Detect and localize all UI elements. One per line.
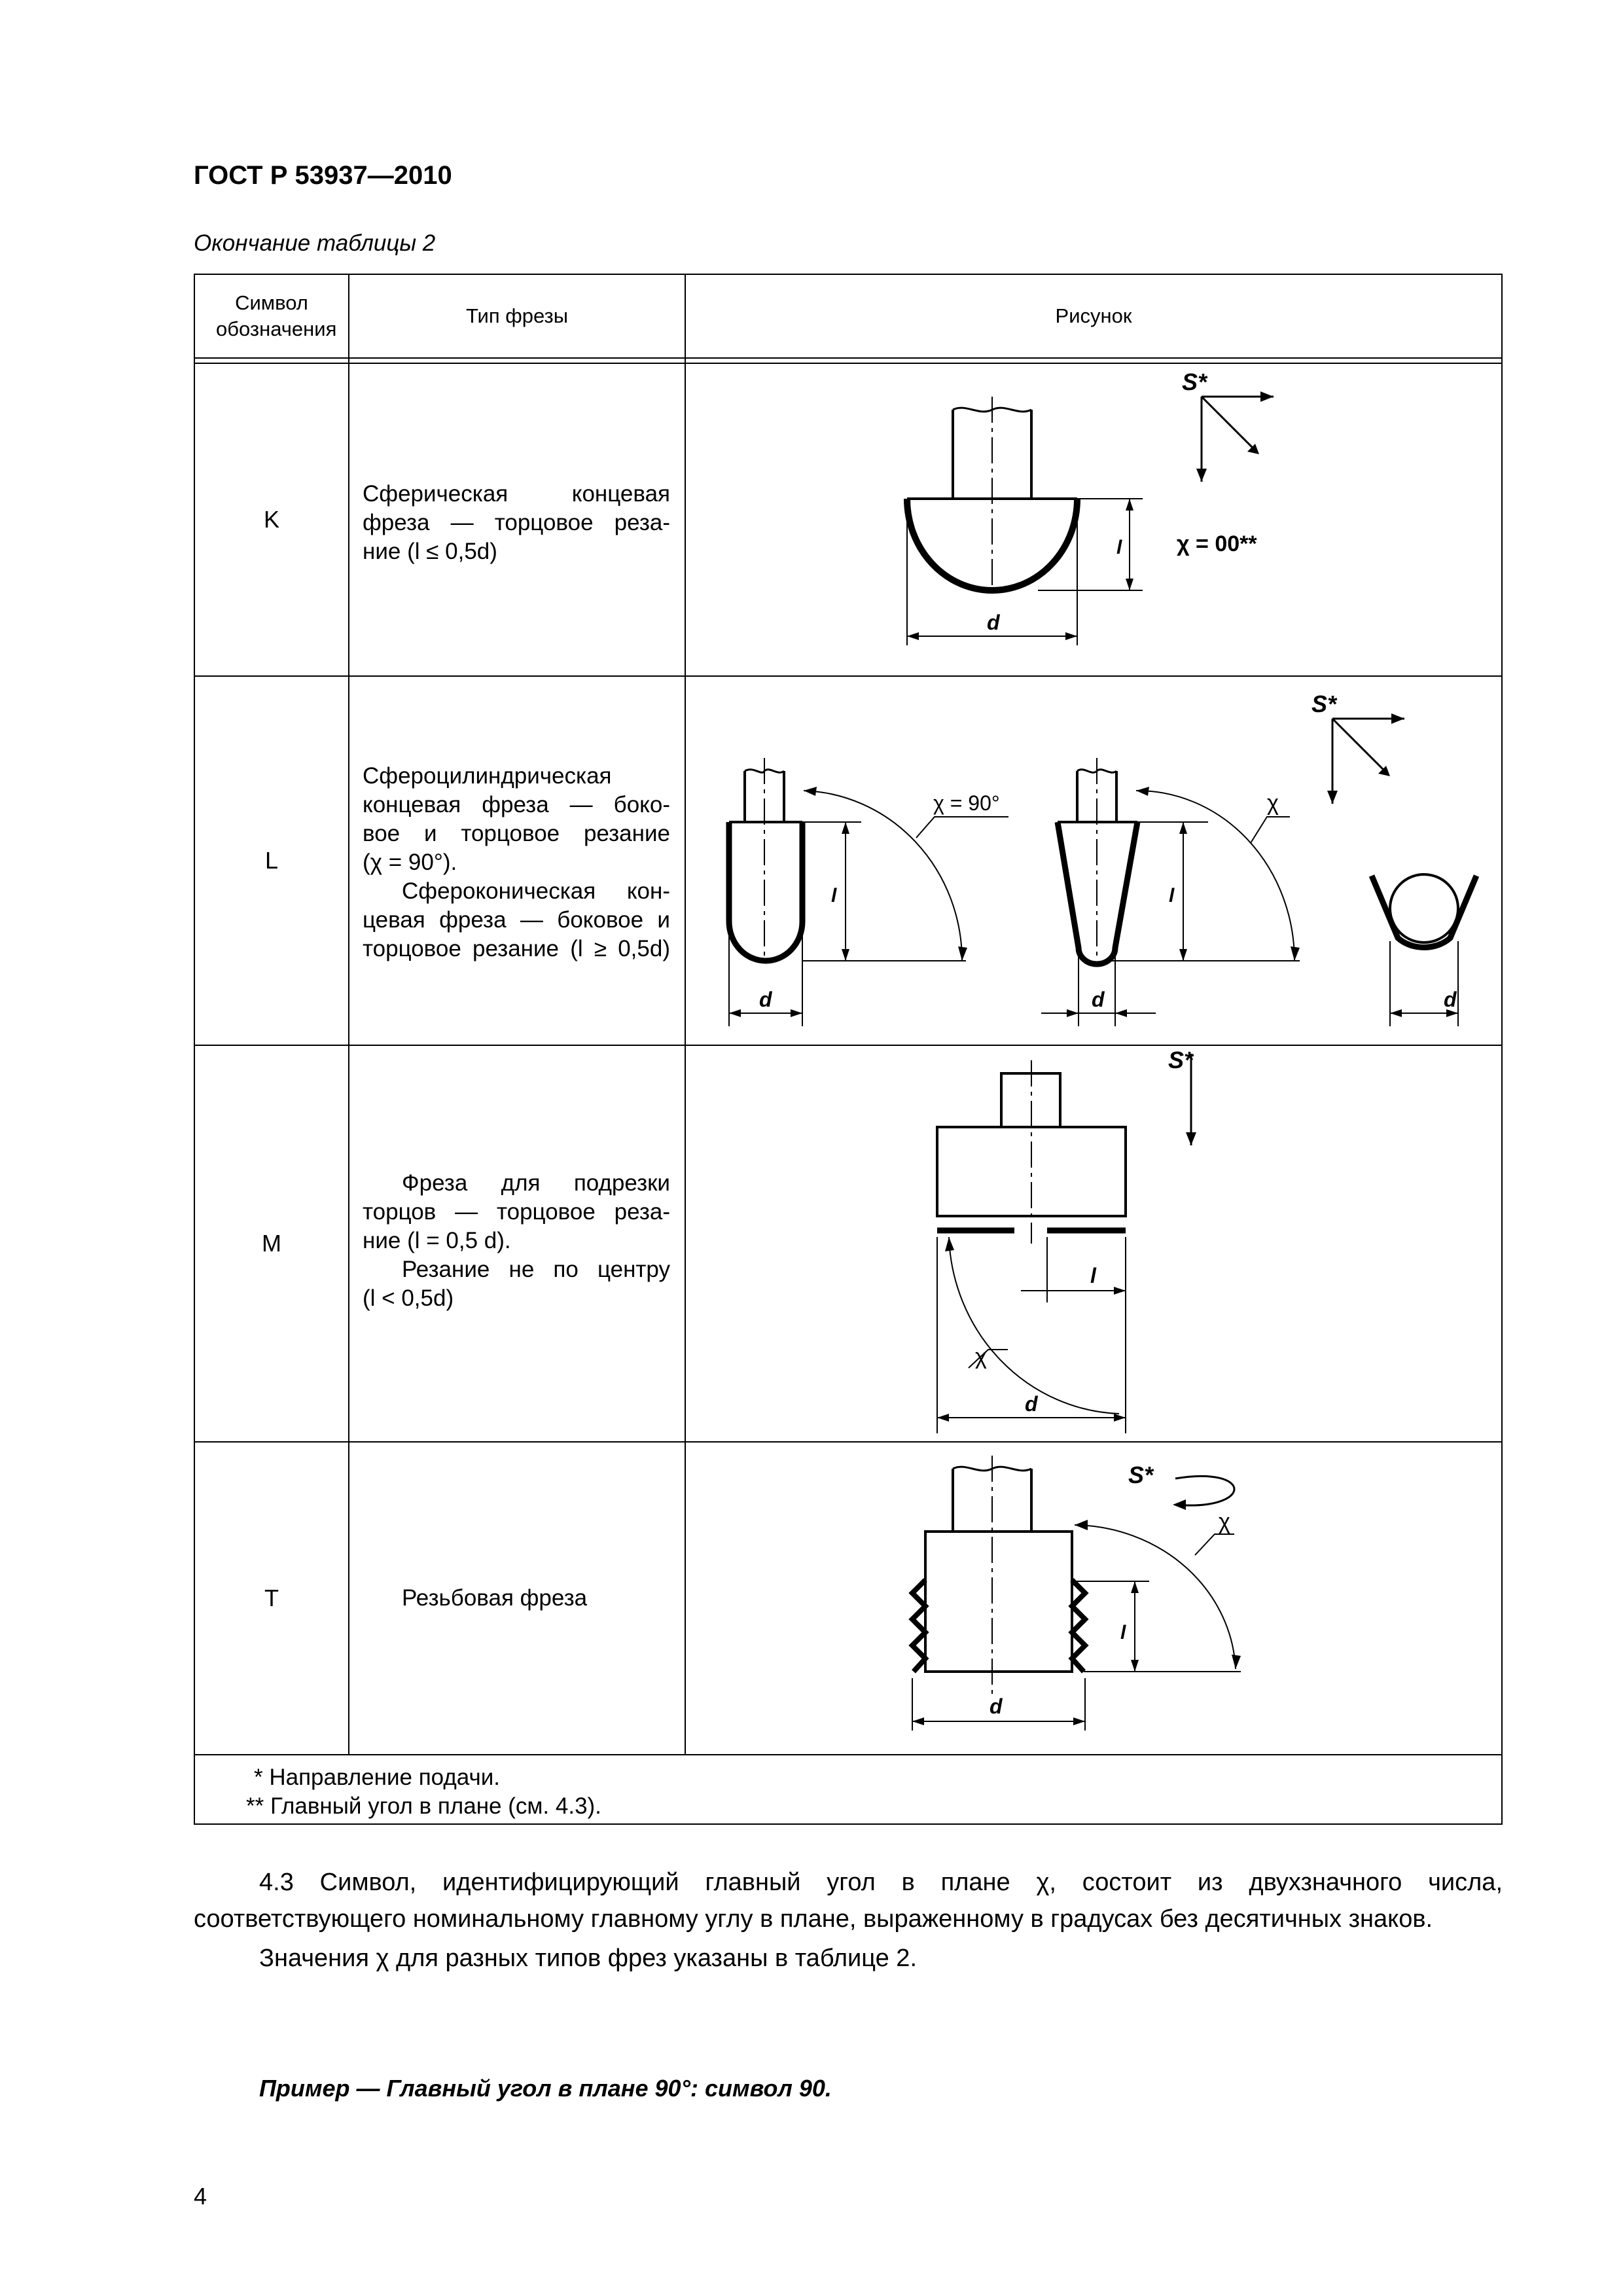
header-type: Тип фрезы bbox=[465, 304, 569, 327]
fig-k-label-s: S* bbox=[1182, 368, 1207, 395]
type-l-line-3: вое и торцовое резание bbox=[363, 821, 670, 846]
paragraph-4-3 bbox=[194, 1864, 1503, 1937]
fig-k-label-d: d bbox=[987, 611, 1000, 634]
type-l-line-2: концевая фреза — боко- bbox=[363, 792, 670, 817]
fig-t-label-d: d bbox=[990, 1695, 1003, 1718]
fig-t-label-s: S* bbox=[1128, 1462, 1154, 1488]
type-k-line-1: Сферическая концевая bbox=[363, 481, 670, 507]
header-symbol bbox=[195, 275, 348, 357]
symbol-t: T bbox=[264, 1585, 279, 1611]
type-l bbox=[363, 762, 670, 963]
symbol-l: L bbox=[264, 847, 279, 874]
figure-t bbox=[887, 1449, 1293, 1753]
fig-l-label-d1: d bbox=[759, 988, 772, 1011]
figure-k bbox=[685, 364, 1274, 675]
fig-t-label-l: l bbox=[1120, 1622, 1126, 1643]
table-notes bbox=[246, 1763, 601, 1821]
row-divider-1 bbox=[194, 675, 1503, 677]
type-t: Резьбовая фреза bbox=[402, 1585, 588, 1611]
table-border-bottom bbox=[194, 1823, 1503, 1825]
fig-l-label-d2: d bbox=[1092, 988, 1105, 1011]
paragraph-values bbox=[194, 1940, 1503, 1977]
figure-l bbox=[691, 686, 1496, 1056]
type-m bbox=[363, 1169, 670, 1313]
fig-l-label-chi: χ bbox=[1267, 791, 1279, 816]
fig-m-label-chi: χ bbox=[975, 1344, 987, 1369]
type-l-line-1: Сфероцилиндрическая bbox=[363, 763, 612, 789]
fig-l-label-s: S* bbox=[1311, 691, 1337, 717]
fig-m-label-s: S* bbox=[1168, 1047, 1194, 1073]
table-border-right bbox=[1501, 274, 1503, 1825]
fig-m-label-l: l bbox=[1090, 1264, 1096, 1287]
col-divider-1 bbox=[348, 274, 349, 1754]
fig-m-label-d: d bbox=[1025, 1392, 1038, 1416]
table-caption: Окончание таблицы 2 bbox=[194, 230, 436, 256]
fig-l-label-l1: l bbox=[831, 885, 837, 906]
type-m-line-2: торцов — торцовое реза- bbox=[363, 1199, 670, 1225]
type-l-line-4: (χ = 90°). bbox=[363, 850, 457, 875]
fig-t-label-chi: χ bbox=[1219, 1509, 1230, 1534]
type-l-line-5: Сфероконическая кон- bbox=[402, 878, 670, 904]
header-symbol-label: Символ обозначения bbox=[216, 291, 337, 340]
type-m-line-1: Фреза для подрезки bbox=[402, 1170, 670, 1196]
type-l-line-7: торцовое резание (l ≥ 0,5d) bbox=[363, 936, 670, 961]
symbol-k: K bbox=[263, 506, 279, 533]
fig-l-label-chi90: χ = 90° bbox=[933, 791, 1000, 815]
fig-k-label-l: l bbox=[1116, 537, 1122, 558]
document-header: ГОСТ Р 53937—2010 bbox=[194, 161, 452, 190]
note-feed-direction: * Направление подачи. bbox=[254, 1765, 500, 1790]
type-k bbox=[363, 480, 670, 566]
fig-k-label-chi: χ = 00** bbox=[1177, 531, 1257, 556]
type-k-line-2: фреза — торцовое реза- bbox=[363, 510, 670, 535]
type-m-line-5: (l < 0,5d) bbox=[363, 1285, 454, 1311]
header-divider-1 bbox=[194, 357, 1503, 359]
type-k-line-3: ние (l ≤ 0,5d) bbox=[363, 539, 497, 564]
figure-m bbox=[903, 1047, 1270, 1443]
type-m-line-4: Резание не по центру bbox=[402, 1257, 670, 1282]
fig-l-label-l2: l bbox=[1169, 885, 1175, 906]
row-divider-3 bbox=[194, 1441, 1503, 1443]
row-divider-4 bbox=[194, 1754, 1503, 1755]
paragraph-4-3-text: 4.3 Символ, идентифицирующий главный угол в плане χ, состоит из двухзначного числа, соответствующего номинальному главному углу в плане, выраженному в градусах без десятичных знаков. bbox=[194, 1869, 1503, 1933]
example-text: Пример — Главный угол в плане 90°: символ 90. bbox=[259, 2075, 832, 2102]
header-figure: Рисунок bbox=[1055, 304, 1132, 327]
note-main-angle: ** Главный угол в плане (см. 4.3). bbox=[246, 1793, 601, 1819]
paragraph-values-text: Значения χ для разных типов фрез указаны в таблице 2. bbox=[259, 1945, 917, 1972]
type-m-line-3: ние (l = 0,5 d). bbox=[363, 1228, 511, 1253]
page-number: 4 bbox=[194, 2183, 207, 2210]
symbol-m: M bbox=[262, 1230, 281, 1257]
type-l-line-6: цевая фреза — боковое и bbox=[363, 907, 670, 933]
fig-l-label-d3: d bbox=[1444, 988, 1457, 1011]
